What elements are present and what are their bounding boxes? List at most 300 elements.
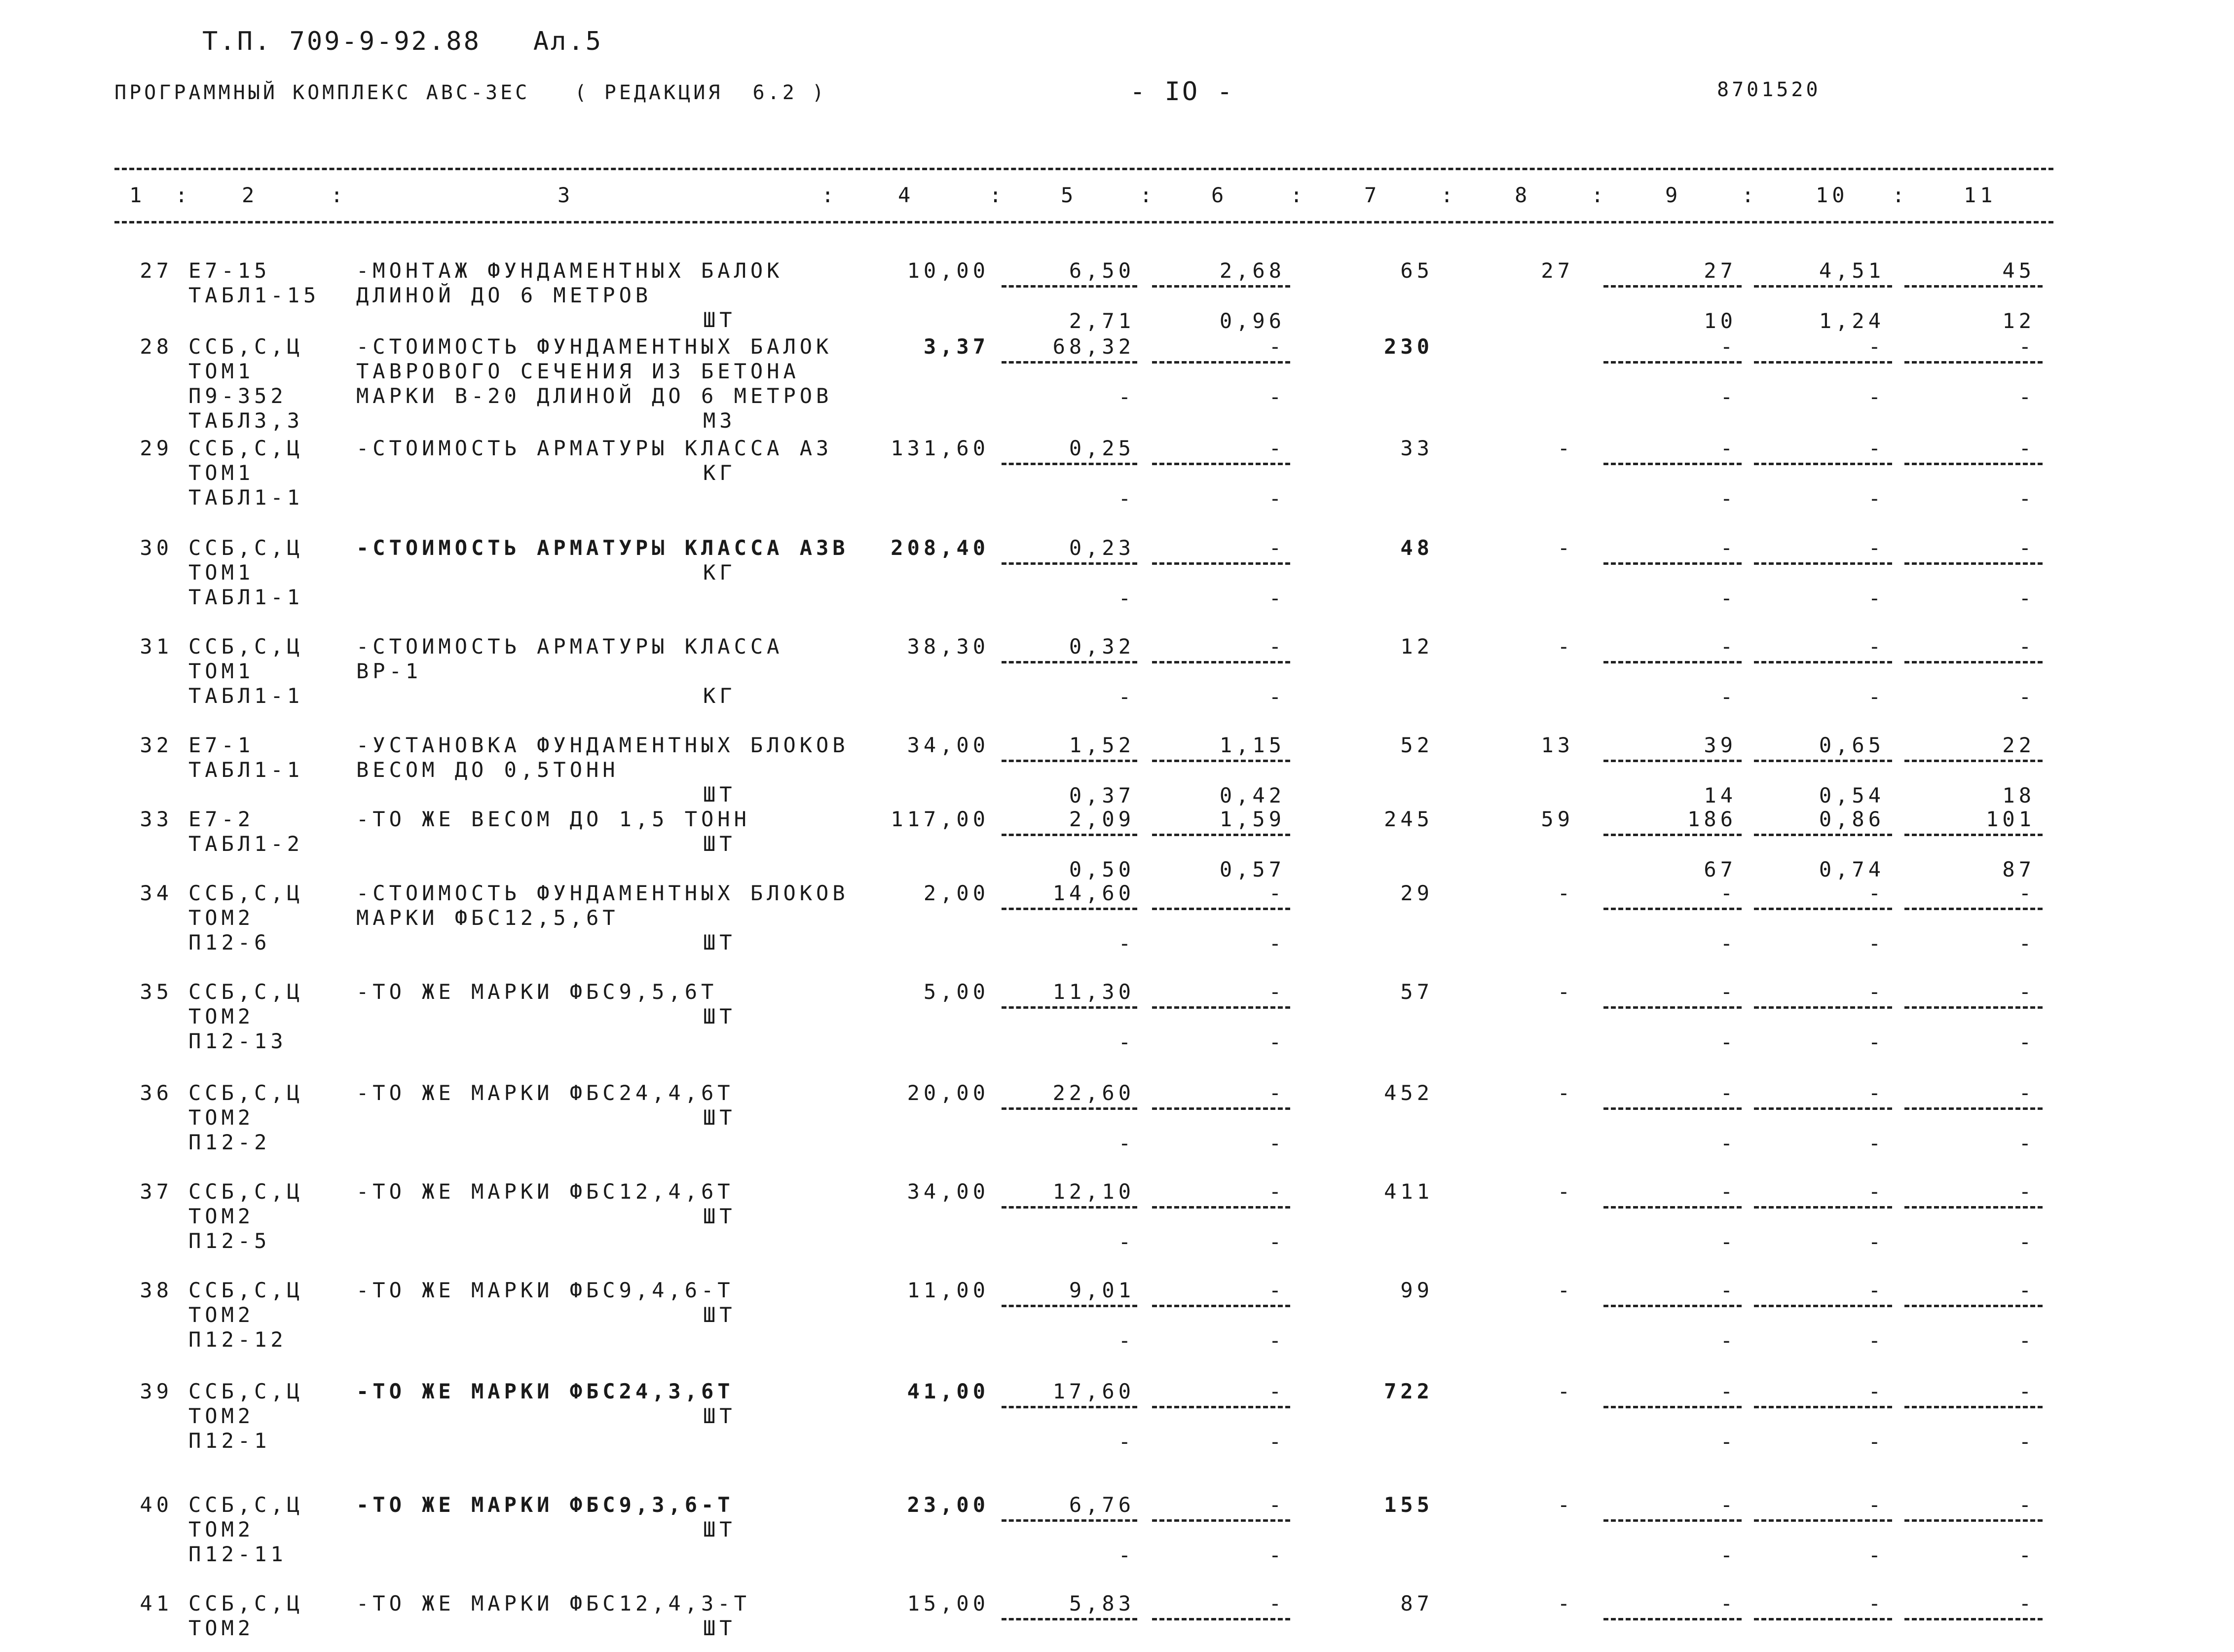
row-code: Е7-15 — [188, 258, 271, 283]
cell-underline — [1754, 1618, 1892, 1620]
row-description: ДЛИНОЙ ДО 6 МЕТРОВ — [356, 283, 652, 307]
row-code: ССБ,С,Ц — [188, 881, 304, 905]
row-col8: - — [1557, 1179, 1574, 1204]
row-number: 31 — [140, 634, 173, 659]
row-col11: - — [2018, 334, 2035, 359]
row-col8: - — [1557, 980, 1574, 1004]
row-sub-col9: - — [1720, 1131, 1737, 1155]
row-code: ССБ,С,Ц — [188, 1493, 304, 1517]
row-sub-col5: 2,71 — [1069, 309, 1135, 333]
row-col5: 11,30 — [1052, 980, 1135, 1004]
cell-underline — [1603, 1305, 1742, 1307]
cell-underline — [1754, 1305, 1892, 1307]
cell-underline — [1754, 1107, 1892, 1110]
row-description: -ТО ЖЕ МАРКИ ФБС9,5,6Т — [356, 980, 718, 1004]
row-col10: - — [1868, 1179, 1885, 1204]
row-sub-col10: - — [1868, 1328, 1885, 1353]
cell-underline — [1152, 1006, 1290, 1009]
row-number: 30 — [140, 536, 173, 560]
row-description: -СТОИМОСТЬ ФУНДАМЕНТНЫХ БЛОКОВ — [356, 881, 849, 905]
cell-underline — [1904, 361, 2043, 364]
row-number: 41 — [140, 1591, 173, 1615]
row-col11: - — [2018, 1179, 2035, 1204]
row-sub-col6: - — [1268, 385, 1285, 409]
cell-underline — [1002, 908, 1137, 910]
row-sub-col6: - — [1268, 685, 1285, 709]
row-col6: - — [1268, 1379, 1285, 1403]
row-sub-col9: 67 — [1704, 857, 1737, 881]
row-col10: - — [1868, 1493, 1885, 1517]
row-quantity: 11,00 — [907, 1278, 989, 1302]
row-col10: - — [1868, 1278, 1885, 1302]
row-col9: 186 — [1687, 807, 1737, 831]
row-sub-col6: 0,42 — [1219, 783, 1285, 808]
row-col11: 45 — [2002, 258, 2035, 283]
row-sub-col11: - — [2018, 486, 2035, 511]
row-quantity: 41,00 — [907, 1379, 989, 1403]
row-col6: - — [1268, 1591, 1285, 1615]
row-sub-col6: - — [1268, 1230, 1285, 1254]
row-col10: - — [1868, 634, 1885, 659]
cell-underline — [1754, 760, 1892, 762]
row-col9: - — [1720, 980, 1737, 1004]
cell-underline — [1754, 834, 1892, 836]
row-code: ТОМ2 — [188, 1303, 255, 1327]
cell-underline — [1002, 760, 1137, 762]
row-unit: ШТ — [703, 1404, 736, 1428]
row-number: 34 — [140, 881, 173, 905]
row-col9: - — [1720, 1179, 1737, 1204]
row-quantity: 3,37 — [923, 334, 989, 359]
row-col6: 1,59 — [1219, 807, 1285, 831]
cell-underline — [1904, 1618, 2043, 1620]
row-sub-col5: - — [1118, 1430, 1135, 1454]
row-col11: - — [2018, 1493, 2035, 1517]
row-sub-col11: - — [2018, 1030, 2035, 1054]
row-quantity: 5,00 — [923, 980, 989, 1004]
row-col9: - — [1720, 1591, 1737, 1615]
cell-underline — [1603, 361, 1742, 364]
row-col7: 65 — [1400, 258, 1433, 283]
row-description: -СТОИМОСТЬ ФУНДАМЕНТНЫХ БАЛОК — [356, 334, 833, 359]
row-code: ТАБЛ1-2 — [188, 832, 304, 856]
cell-underline — [1152, 834, 1290, 836]
row-col7: 411 — [1384, 1179, 1433, 1204]
cell-underline — [1002, 661, 1137, 663]
row-code: ТОМ2 — [188, 1105, 255, 1130]
row-description: ВР-1 — [356, 659, 422, 683]
column-header-3: 3 — [558, 183, 574, 207]
row-col7: 452 — [1384, 1081, 1433, 1105]
cell-underline — [1603, 1519, 1742, 1522]
row-col9: - — [1720, 634, 1737, 659]
row-sub-col9: - — [1720, 486, 1737, 511]
row-sub-col5: - — [1118, 486, 1135, 511]
row-col7: 29 — [1400, 881, 1433, 905]
row-col6: - — [1268, 1278, 1285, 1302]
row-code: ТАБЛ1-1 — [188, 485, 304, 510]
row-code: ТОМ1 — [188, 359, 255, 383]
row-col10: - — [1868, 1379, 1885, 1403]
cell-underline — [1603, 1107, 1742, 1110]
row-code: ТОМ2 — [188, 1517, 255, 1542]
row-sub-col6: 0,57 — [1219, 857, 1285, 881]
row-sub-col9: - — [1720, 1430, 1737, 1454]
row-sub-col11: - — [2018, 1430, 2035, 1454]
cell-underline — [1002, 1206, 1137, 1209]
row-sub-col10: 1,24 — [1819, 309, 1885, 333]
row-col9: - — [1720, 1379, 1737, 1403]
row-col8: 27 — [1541, 258, 1574, 283]
row-code: ССБ,С,Ц — [188, 634, 304, 659]
row-code: ССБ,С,Ц — [188, 980, 304, 1004]
row-number: 33 — [140, 807, 173, 831]
column-header-11: 11 — [1964, 183, 1997, 207]
row-number: 36 — [140, 1081, 173, 1105]
row-col10: - — [1868, 536, 1885, 560]
row-sub-col11: - — [2018, 1543, 2035, 1567]
row-col5: 6,76 — [1069, 1493, 1135, 1517]
row-unit: ШТ — [703, 1303, 736, 1327]
row-col11: - — [2018, 1278, 2035, 1302]
row-sub-col9: 14 — [1704, 783, 1737, 808]
row-col8: - — [1557, 1493, 1574, 1517]
row-code: П12-12 — [188, 1327, 287, 1352]
row-number: 39 — [140, 1379, 173, 1403]
row-description: -УСТАНОВКА ФУНДАМЕНТНЫХ БЛОКОВ — [356, 733, 849, 757]
row-col5: 0,32 — [1069, 634, 1135, 659]
row-col9: - — [1720, 1081, 1737, 1105]
row-unit: ШТ — [703, 1616, 736, 1640]
row-col7: 245 — [1384, 807, 1433, 831]
row-number: 35 — [140, 980, 173, 1004]
cell-underline — [1152, 908, 1290, 910]
row-code: ТОМ2 — [188, 1404, 255, 1428]
row-col6: 1,15 — [1219, 733, 1285, 757]
column-header-10: 10 — [1816, 183, 1849, 207]
row-code: П12-5 — [188, 1229, 271, 1253]
cell-underline — [1754, 361, 1892, 364]
row-sub-col10: 0,54 — [1819, 783, 1885, 808]
column-separator: : — [1742, 183, 1758, 207]
row-sub-col10: - — [1868, 1430, 1885, 1454]
row-sub-col6: - — [1268, 931, 1285, 955]
cell-underline — [1904, 1305, 2043, 1307]
row-col6: - — [1268, 1493, 1285, 1517]
cell-underline — [1152, 1305, 1290, 1307]
row-col10: - — [1868, 436, 1885, 460]
column-header-9: 9 — [1665, 183, 1682, 207]
row-code: ССБ,С,Ц — [188, 1591, 304, 1615]
cell-underline — [1904, 1519, 2043, 1522]
row-sub-col10: - — [1868, 486, 1885, 511]
row-unit: ШТ — [703, 832, 736, 856]
row-sub-col6: - — [1268, 1131, 1285, 1155]
row-col10: 4,51 — [1819, 258, 1885, 283]
row-number: 28 — [140, 334, 173, 359]
row-code: П12-2 — [188, 1130, 271, 1154]
row-sub-col10: - — [1868, 1131, 1885, 1155]
cell-underline — [1754, 1006, 1892, 1009]
row-sub-col9: 10 — [1704, 309, 1737, 333]
row-code: ССБ,С,Ц — [188, 334, 304, 359]
cell-underline — [1754, 463, 1892, 465]
cell-underline — [1152, 1519, 1290, 1522]
document-ref: Т.П. 709-9-92.88 Ал.5 — [202, 27, 603, 56]
row-sub-col5: - — [1118, 1328, 1135, 1353]
row-col11: 22 — [2002, 733, 2035, 757]
cell-underline — [1754, 1206, 1892, 1209]
row-col8: - — [1557, 634, 1574, 659]
row-sub-col5: - — [1118, 385, 1135, 409]
row-description: -СТОИМОСТЬ АРМАТУРЫ КЛАССА А3В — [356, 536, 849, 560]
row-col7: 99 — [1400, 1278, 1433, 1302]
row-quantity: 15,00 — [907, 1591, 989, 1615]
cell-underline — [1002, 463, 1137, 465]
row-col8: 59 — [1541, 807, 1574, 831]
row-description: -МОНТАЖ ФУНДАМЕНТНЫХ БАЛОК — [356, 258, 783, 283]
row-description: -СТОИМОСТЬ АРМАТУРЫ КЛАССА А3 — [356, 436, 833, 460]
row-number: 38 — [140, 1278, 173, 1302]
cell-underline — [1603, 760, 1742, 762]
row-col9: - — [1720, 436, 1737, 460]
row-code: ТОМ2 — [188, 906, 255, 930]
row-col11: - — [2018, 881, 2035, 905]
row-description: ТАВРОВОГО СЕЧЕНИЯ ИЗ БЕТОНА — [356, 359, 800, 383]
column-separator: : — [1591, 183, 1608, 207]
row-sub-col5: 0,50 — [1069, 857, 1135, 881]
row-sub-col9: - — [1720, 385, 1737, 409]
column-separator: : — [1441, 183, 1457, 207]
row-code: ТОМ2 — [188, 1616, 255, 1640]
cell-underline — [1904, 1406, 2043, 1408]
row-col5: 22,60 — [1052, 1081, 1135, 1105]
column-separator: : — [989, 183, 1006, 207]
row-col6: - — [1268, 634, 1285, 659]
cell-underline — [1904, 760, 2043, 762]
row-sub-col5: 0,37 — [1069, 783, 1135, 808]
row-col8: - — [1557, 1278, 1574, 1302]
column-header-4: 4 — [898, 183, 915, 207]
column-header-1: 1 — [129, 183, 146, 207]
cell-underline — [1904, 1006, 2043, 1009]
row-unit: КГ — [703, 461, 736, 485]
column-separator: : — [1892, 183, 1909, 207]
row-quantity: 208,40 — [891, 536, 989, 560]
cell-underline — [1754, 285, 1892, 288]
cell-underline — [1152, 1107, 1290, 1110]
document-code: 8701520 — [1717, 78, 1821, 101]
row-col7: 230 — [1384, 334, 1433, 359]
cell-underline — [1603, 1406, 1742, 1408]
column-header-6: 6 — [1211, 183, 1228, 207]
row-sub-col9: - — [1720, 1030, 1737, 1054]
row-code: ТОМ1 — [188, 659, 255, 683]
row-description: ВЕСОМ ДО 0,5ТОНН — [356, 758, 619, 782]
header-rule-top — [114, 168, 2053, 170]
row-unit: ШТ — [703, 1517, 736, 1542]
row-col7: 57 — [1400, 980, 1433, 1004]
cell-underline — [1002, 1618, 1137, 1620]
row-code: П12-11 — [188, 1542, 287, 1566]
row-code: ТАБЛ1-15 — [188, 283, 320, 307]
row-sub-col6: - — [1268, 486, 1285, 511]
cell-underline — [1002, 834, 1137, 836]
row-code: П12-13 — [188, 1029, 287, 1053]
row-col8: 13 — [1541, 733, 1574, 757]
row-col10: - — [1868, 881, 1885, 905]
row-code: ССБ,С,Ц — [188, 1081, 304, 1105]
row-col10: - — [1868, 1591, 1885, 1615]
row-code: ССБ,С,Ц — [188, 536, 304, 560]
row-sub-col5: - — [1118, 685, 1135, 709]
row-col8: - — [1557, 1591, 1574, 1615]
row-col5: 0,23 — [1069, 536, 1135, 560]
row-col9: - — [1720, 334, 1737, 359]
page-number: - IO - — [1130, 77, 1234, 107]
row-sub-col11: - — [2018, 586, 2035, 610]
row-col9: 39 — [1704, 733, 1737, 757]
cell-underline — [1152, 661, 1290, 663]
row-col5: 0,25 — [1069, 436, 1135, 460]
row-number: 37 — [140, 1179, 173, 1204]
row-col11: - — [2018, 436, 2035, 460]
cell-underline — [1904, 285, 2043, 288]
cell-underline — [1904, 1206, 2043, 1209]
row-sub-col9: - — [1720, 1230, 1737, 1254]
row-code: ТОМ1 — [188, 560, 255, 585]
row-col8: - — [1557, 436, 1574, 460]
cell-underline — [1603, 285, 1742, 288]
row-unit: КГ — [703, 560, 736, 585]
row-unit: ШТ — [703, 1004, 736, 1028]
cell-underline — [1904, 661, 2043, 663]
row-col11: - — [2018, 1379, 2035, 1403]
row-sub-col5: - — [1118, 1230, 1135, 1254]
cell-underline — [1603, 908, 1742, 910]
row-unit: М3 — [703, 408, 736, 433]
row-col11: - — [2018, 536, 2035, 560]
row-sub-col5: - — [1118, 931, 1135, 955]
row-col5: 12,10 — [1052, 1179, 1135, 1204]
cell-underline — [1603, 1206, 1742, 1209]
row-code: ТОМ2 — [188, 1204, 255, 1228]
row-sub-col11: - — [2018, 1131, 2035, 1155]
column-header-5: 5 — [1061, 183, 1078, 207]
row-col7: 12 — [1400, 634, 1433, 659]
row-col11: - — [2018, 1591, 2035, 1615]
row-col7: 722 — [1384, 1379, 1433, 1403]
row-unit: ШТ — [703, 1105, 736, 1130]
row-unit: ШТ — [703, 308, 736, 332]
row-quantity: 131,60 — [891, 436, 989, 460]
cell-underline — [1904, 834, 2043, 836]
row-col10: 0,65 — [1819, 733, 1885, 757]
cell-underline — [1754, 562, 1892, 565]
cell-underline — [1603, 463, 1742, 465]
cell-underline — [1002, 562, 1137, 565]
row-col9: - — [1720, 536, 1737, 560]
row-code: Е7-2 — [188, 807, 255, 831]
row-sub-col11: - — [2018, 685, 2035, 709]
column-separator: : — [1140, 183, 1156, 207]
row-col7: 155 — [1384, 1493, 1433, 1517]
row-number: 29 — [140, 436, 173, 460]
row-sub-col10: - — [1868, 1543, 1885, 1567]
row-col10: 0,86 — [1819, 807, 1885, 831]
cell-underline — [1152, 1206, 1290, 1209]
row-sub-col5: - — [1118, 1543, 1135, 1567]
row-col6: - — [1268, 881, 1285, 905]
row-sub-col9: - — [1720, 586, 1737, 610]
row-col6: - — [1268, 436, 1285, 460]
row-sub-col6: - — [1268, 586, 1285, 610]
row-sub-col11: 18 — [2002, 783, 2035, 808]
row-col7: 52 — [1400, 733, 1433, 757]
row-code: ССБ,С,Ц — [188, 1179, 304, 1204]
cell-underline — [1603, 1006, 1742, 1009]
row-number: 40 — [140, 1493, 173, 1517]
row-unit: ШТ — [703, 1204, 736, 1228]
cell-underline — [1152, 1618, 1290, 1620]
cell-underline — [1603, 1618, 1742, 1620]
program-title: ПРОГРАММНЫЙ КОМПЛЕКС АВС-3ЕС ( РЕДАКЦИЯ 6.2 ) — [114, 81, 827, 104]
row-sub-col10: - — [1868, 385, 1885, 409]
row-sub-col10: - — [1868, 931, 1885, 955]
row-col5: 68,32 — [1052, 334, 1135, 359]
row-sub-col10: - — [1868, 685, 1885, 709]
row-col10: - — [1868, 980, 1885, 1004]
column-header-8: 8 — [1515, 183, 1531, 207]
cell-underline — [1603, 661, 1742, 663]
row-col6: - — [1268, 1179, 1285, 1204]
row-col9: - — [1720, 881, 1737, 905]
row-description: -СТОИМОСТЬ АРМАТУРЫ КЛАССА — [356, 634, 783, 659]
row-description: -ТО ЖЕ МАРКИ ФБС12,4,3-Т — [356, 1591, 750, 1615]
row-sub-col11: - — [2018, 931, 2035, 955]
row-col7: 87 — [1400, 1591, 1433, 1615]
row-sub-col5: - — [1118, 1131, 1135, 1155]
column-separator: : — [821, 183, 838, 207]
row-col6: - — [1268, 980, 1285, 1004]
cell-underline — [1603, 562, 1742, 565]
row-description: МАРКИ В-20 ДЛИНОЙ ДО 6 МЕТРОВ — [356, 384, 833, 408]
cell-underline — [1754, 1406, 1892, 1408]
cell-underline — [1002, 1006, 1137, 1009]
cell-underline — [1152, 285, 1290, 288]
cell-underline — [1152, 1406, 1290, 1408]
row-code: ТОМ1 — [188, 461, 255, 485]
row-quantity: 38,30 — [907, 634, 989, 659]
cell-underline — [1152, 562, 1290, 565]
row-col10: - — [1868, 334, 1885, 359]
row-col9: - — [1720, 1493, 1737, 1517]
row-sub-col10: - — [1868, 1230, 1885, 1254]
row-quantity: 34,00 — [907, 1179, 989, 1204]
cell-underline — [1904, 908, 2043, 910]
row-code: П12-6 — [188, 930, 271, 954]
row-code: ТАБЛ1-1 — [188, 585, 304, 609]
row-code: П9-352 — [188, 384, 287, 408]
row-code: ТАБЛ3,3 — [188, 408, 304, 433]
row-description: -ТО ЖЕ ВЕСОМ ДО 1,5 ТОНН — [356, 807, 750, 831]
row-col9: - — [1720, 1278, 1737, 1302]
row-code: Е7-1 — [188, 733, 255, 757]
row-col8: - — [1557, 881, 1574, 905]
row-code: ССБ,С,Ц — [188, 1278, 304, 1302]
row-quantity: 20,00 — [907, 1081, 989, 1105]
cell-underline — [1152, 361, 1290, 364]
